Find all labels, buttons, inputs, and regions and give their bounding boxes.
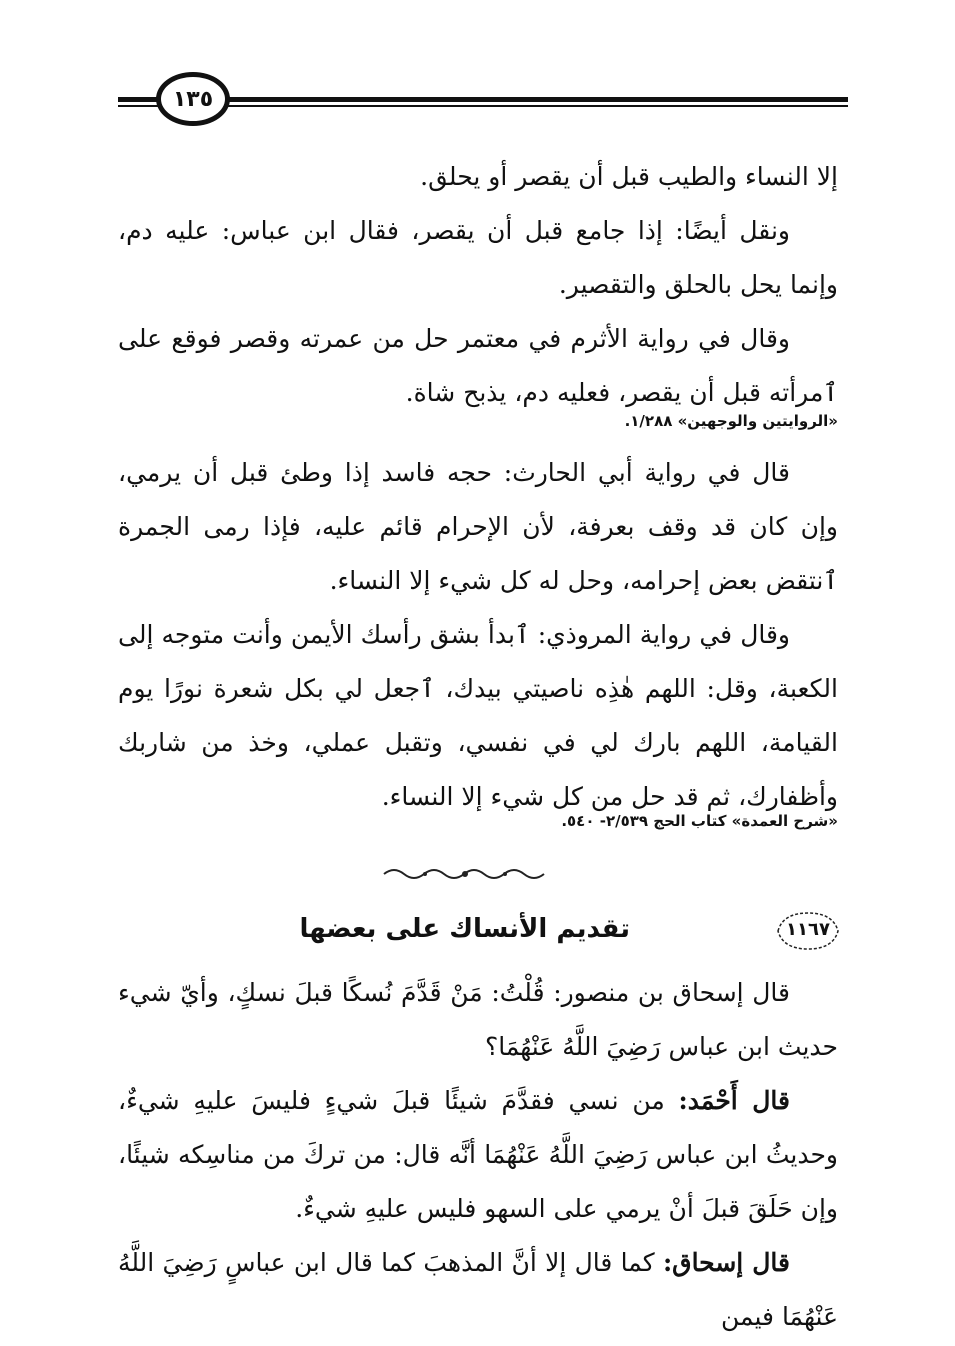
page-header xyxy=(118,70,848,130)
speaker-text: من نسي فقدَّمَ شيئًا قبلَ شيءٍ فليسَ عليهِ شيءٌ، وحديثُ ابن عباس رَضِيَ اللَّهُ عَنْهُمَا أنَّه قال: من تركَ من مناسِكه شيئًا، وإن حَلَقَ قبلَ أنْ يرمي على السهو فليس عليهِ شيءٌ. xyxy=(118,1086,838,1223)
page-number: ١٣٥ xyxy=(172,86,214,112)
block1-text xyxy=(118,150,838,420)
citation: «الروايتين والوجهين» ١/٢٨٨. xyxy=(624,412,838,430)
ornament-divider xyxy=(380,866,550,882)
section-title: تقديم الأنساك على بعضها xyxy=(299,914,630,944)
paragraph xyxy=(118,1074,838,1236)
section-heading xyxy=(118,908,848,958)
section-number: ١١٦٧ xyxy=(786,919,830,940)
paragraph: وقال في رواية الأثرم في معتمر حل من عمرته وقصر فوقع على ٱمرأته قبل أن يقصر، فعليه دم، يذبح شاة. xyxy=(118,324,838,407)
paragraph: إلا النساء والطيب قبل أن يقصر أو يحلق. xyxy=(420,162,838,191)
paragraph: قال إسحاق بن منصور: قُلْتُ: مَنْ قَدَّمَ نُسكًا قبلَ نسكٍ، وأيّ شيء حديث ابن عباس رَضِيَ اللَّهُ عَنْهُمَا؟ xyxy=(118,978,838,1061)
block2-text xyxy=(118,446,838,824)
speaker-label: قال إسحاق: xyxy=(662,1248,790,1277)
paragraph: وقال في رواية المروذي: ٱبدأ بشق رأسك الأيمن وأنت متوجه إلى الكعبة، وقل: اللهم هٰذِه ناصيتي بيدك، ٱجعل لي بكل شعرة نورًا يوم القيامة، اللهم بارك لي في نفسي، وتقبل عملي، وخذ من شاربك وأظفارك، ثم قد حل من كل شيء إلا النساء. xyxy=(118,620,838,811)
paragraph: قال في رواية أبي الحارث: حجه فاسد إذا وطئ قبل أن يرمي، وإن كان قد وقف بعرفة، لأن الإحرام قائم عليه، فإذا رمى الجمرة ٱنتقض بعض إحرامه، وحل له كل شيء إلا النساء. xyxy=(118,458,838,595)
section-number-badge xyxy=(768,908,848,954)
citation: «شرح العمدة» كتاب الحج ٢/٥٣٩- ٥٤٠. xyxy=(561,812,838,830)
block3-text xyxy=(118,966,838,1344)
page-number-badge xyxy=(156,72,230,126)
paragraph: ونقل أيضًا: إذا جامع قبل أن يقصر، فقال ابن عباس: عليه دم، وإنما يحل بالحلق والتقصير. xyxy=(118,216,838,299)
paragraph xyxy=(118,1236,838,1344)
speaker-label: قال أَحْمَد: xyxy=(678,1086,790,1115)
speaker-text: كما قال إلا أنَّ المذهبَ كما قال ابن عباسٍ رَضِيَ اللَّهُ عَنْهُمَا فيمن xyxy=(118,1248,838,1331)
